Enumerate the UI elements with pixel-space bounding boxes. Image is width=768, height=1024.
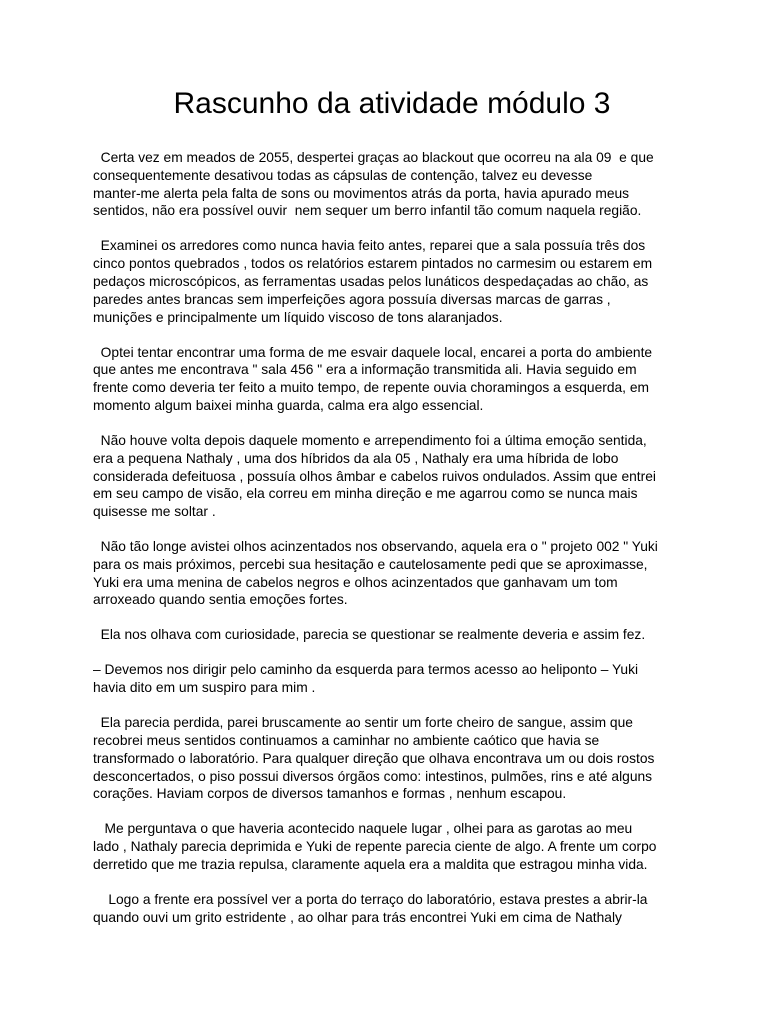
paragraph — [93, 891, 693, 927]
paragraph-gap — [93, 697, 693, 714]
paragraph-line: desconcertados, o piso possui diversos órgãos como: intestinos, pulmões, rins e até alguns — [93, 768, 653, 784]
paragraph-line: quando ouvi um grito estridente , ao olhar para trás encontrei Yuki em cima de Nathaly — [93, 909, 622, 925]
paragraph-line: Ela nos olhava com curiosidade, parecia se questionar se realmente deveria e assim fez. — [93, 627, 646, 643]
document-title: Rascunho da atividade módulo 3 — [173, 87, 611, 120]
paragraph-line: derretido que me trazia repulsa, claramente aquela era a maldita que estragou minha vida. — [93, 857, 648, 872]
paragraph-line: Me perguntava o que haveria acontecido naquele lugar , olhei para as garotas ao meu — [93, 821, 633, 837]
paragraph-gap — [93, 644, 693, 661]
paragraph — [93, 820, 693, 873]
paragraph — [93, 149, 693, 220]
paragraph-line: pedaços microscópicos, as ferramentas usadas pelos lunáticos despedaçadas ao chão, as — [93, 273, 649, 289]
paragraph-line: – Devemos nos dirigir pelo caminho da esquerda para termos acesso ao heliponto – Yuki — [93, 662, 639, 678]
paragraph-line: corações. Haviam corpos de diversos tamanhos e formas , nenhum escapou. — [93, 786, 567, 802]
paragraph — [93, 714, 693, 803]
paragraph — [93, 661, 693, 697]
paragraph-gap — [93, 220, 693, 237]
paragraph-line: lado , Nathaly parecia deprimida e Yuki de repente parecia ciente de algo. A frente um corpo — [93, 839, 657, 855]
paragraph — [93, 432, 693, 521]
paragraph-gap — [93, 326, 693, 343]
paragraph — [93, 237, 693, 326]
paragraph — [93, 538, 693, 609]
paragraph-gap — [93, 521, 693, 538]
paragraph-line: recobrei meus sentidos continuamos a caminhar no ambiente caótico que havia se — [93, 733, 600, 749]
paragraph-line: considerada defeituosa , possuía olhos âmbar e cabelos ruivos ondulados. Assim que entrei — [93, 468, 656, 484]
paragraph-line: para os mais próximos, percebi sua hesitação e cautelosamente pedi que se aproximasse, — [93, 556, 648, 572]
paragraph-gap — [93, 874, 693, 891]
paragraph-line: Não tão longe avistei olhos acinzentados nos observando, aquela era o " projeto 002 " Yuki — [93, 539, 658, 555]
paragraph-line: momento algum baixei minha guarda, calma era algo essencial. — [93, 397, 484, 413]
paragraph-line: Certa vez em meados de 2055, despertei graças ao blackout que ocorreu na ala 09 e que — [93, 150, 654, 165]
paragraph — [93, 626, 693, 644]
paragraph-line: Ela parecia perdida, parei bruscamente ao sentir um forte cheiro de sangue, assim que — [93, 715, 633, 731]
paragraph-line: paredes antes brancas sem imperfeições agora possuía diversas marcas de garras , — [93, 291, 611, 307]
paragraph-line: sentidos, não era possível ouvir nem sequer um berro infantil tão comum naquela região. — [93, 203, 642, 219]
paragraph-line: Não houve volta depois daquele momento e arrependimento foi a última emoção sentida, — [93, 432, 647, 448]
document-body — [93, 149, 693, 927]
paragraph-line: frente como deveria ter feito a muito tempo, de repente ouvia choramingos a esquerda, em — [93, 380, 650, 396]
paragraph-line: Optei tentar encontrar uma forma de me esvair daquele local, encarei a porta do ambiente — [93, 344, 653, 360]
paragraph-gap — [93, 803, 693, 820]
paragraph-line: cinco pontos quebrados , todos os relatórios estarem pintados no carmesim ou estarem em — [93, 256, 653, 272]
paragraph-line: Examinei os arredores como nunca havia feito antes, reparei que a sala possuía três dos — [93, 238, 646, 254]
paragraph-gap — [93, 415, 693, 432]
paragraph-line: quisesse me soltar . — [93, 504, 216, 520]
paragraph-line: transformado o laboratório. Para qualquer direção que olhava encontrava um ou dois rostos — [93, 750, 655, 766]
paragraph-line: arroxeado quando sentia emoções fortes. — [93, 592, 348, 608]
paragraph-line: que antes me encontrava " sala 456 " era a informação transmitida ali. Havia seguido em — [93, 362, 637, 378]
paragraph-line: em seu campo de visão, ela correu em minha direção e me agarrou como se nunca mais — [93, 486, 638, 502]
paragraph-line: manter-me alerta pela falta de sons ou movimentos atrás da porta, havia apurado meus — [93, 185, 630, 201]
paragraph-line: havia dito em um suspiro para mim . — [93, 680, 316, 696]
paragraph — [93, 344, 693, 415]
paragraph-line: era a pequena Nathaly , uma dos híbridos da ala 05 , Nathaly era uma híbrida de lobo — [93, 450, 619, 466]
paragraph-line: consequentemente desativou todas as cápsulas de contenção, talvez eu devesse — [93, 167, 593, 183]
paragraph-gap — [93, 609, 693, 626]
paragraph-line: munições e principalmente um líquido viscoso de tons alaranjados. — [93, 309, 503, 325]
paragraph-line: Yuki era uma menina de cabelos negros e olhos acinzentados que ganhavam um tom — [93, 574, 618, 590]
paragraph-line: Logo a frente era possível ver a porta do terraço do laboratório, estava prestes a abrir-la — [93, 891, 648, 907]
